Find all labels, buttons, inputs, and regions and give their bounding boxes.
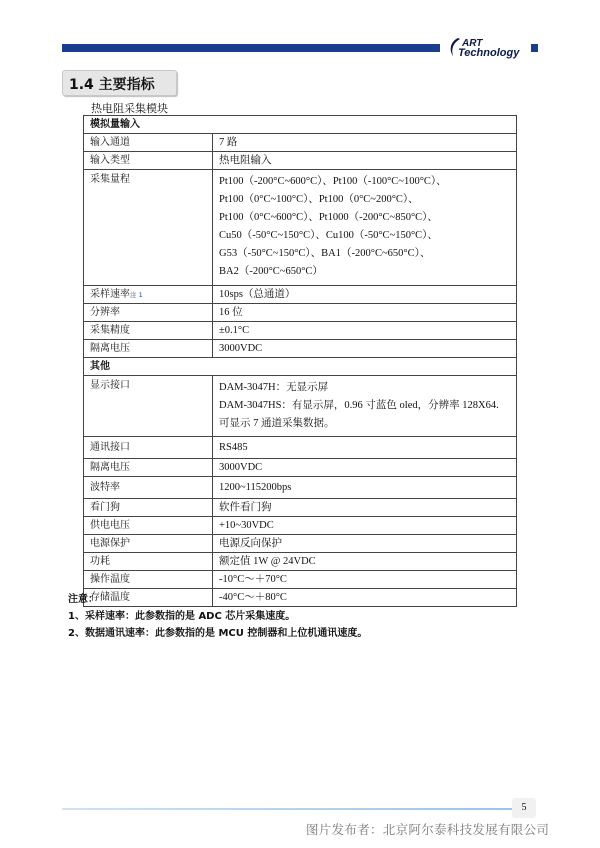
row-value: 3000VDC: [213, 459, 517, 477]
table-row: [84, 134, 517, 152]
row-label: 隔离电压: [84, 340, 213, 358]
row-label: 存储温度: [84, 589, 213, 607]
table-row: [84, 499, 517, 517]
range-line: Cu50（-50°C~150°C）、Cu100（-50°C~150°C）、: [219, 230, 438, 241]
row-label: 采集量程: [84, 170, 213, 286]
footer-line: [62, 808, 516, 810]
other-header: 其他: [84, 358, 517, 376]
table-row: [84, 152, 517, 170]
range-values: [213, 170, 517, 286]
table-row: [84, 358, 517, 376]
row-value: 1200~115200bps: [213, 477, 517, 499]
table-row: [84, 571, 517, 589]
row-value: 10sps（总通道）: [213, 286, 517, 304]
logo-art-text: ART: [462, 38, 483, 49]
logo-square-icon: [531, 44, 538, 52]
row-label: 看门狗: [84, 499, 213, 517]
publisher-watermark: 图片发布者：北京阿尔泰科技发展有限公司: [306, 822, 550, 837]
notes-title: 注意：: [68, 594, 98, 605]
header-bar: [62, 44, 440, 52]
row-label: 采集精度: [84, 322, 213, 340]
table-row: [84, 116, 517, 134]
table-row: [84, 437, 517, 459]
table-row: [84, 304, 517, 322]
page-number: 5: [512, 798, 536, 818]
row-label: 电源保护: [84, 535, 213, 553]
company-logo: [448, 36, 538, 60]
table-row: [84, 459, 517, 477]
row-label: 输入类型: [84, 152, 213, 170]
row-label: 功耗: [84, 553, 213, 571]
row-value: -10°C～＋70°C: [213, 571, 517, 589]
table-row: [84, 322, 517, 340]
row-label: 操作温度: [84, 571, 213, 589]
range-line: Pt100（0°C~600°C）、Pt1000（-200°C~850°C）、: [219, 212, 438, 223]
table-row: [84, 170, 517, 286]
row-label: 通讯接口: [84, 437, 213, 459]
range-line: Pt100（0°C~100°C）、Pt100（0°C~200°C）、: [219, 194, 419, 205]
logo-technology-text: Technology: [458, 47, 520, 59]
range-line: Pt100（-200°C~600°C）、Pt100（-100°C~100°C）、: [219, 176, 447, 187]
table-row: [84, 553, 517, 571]
section-title-box: [62, 70, 177, 96]
row-value: 7 路: [213, 134, 517, 152]
row-label: 供电电压: [84, 517, 213, 535]
section-title: 1.4 主要指标: [69, 77, 155, 93]
module-subtitle: 热电阻采集模块: [91, 102, 168, 115]
row-label: 波特率: [84, 477, 213, 499]
range-line: G53（-50°C~150°C）、BA1（-200°C~650°C）、: [219, 248, 431, 259]
note-reference: 注 1: [130, 290, 143, 299]
row-value: 额定值 1W @ 24VDC: [213, 553, 517, 571]
row-value: +10~30VDC: [213, 517, 517, 535]
analog-input-header: 模拟量输入: [84, 116, 517, 134]
table-row: [84, 517, 517, 535]
row-value: -40°C～＋80°C: [213, 589, 517, 607]
sample-rate-label: 采样速率: [90, 288, 130, 300]
row-label: 隔离电压: [84, 459, 213, 477]
spec-table: [83, 115, 517, 607]
row-label: [84, 286, 213, 304]
table-row: [84, 477, 517, 499]
row-value: RS485: [213, 437, 517, 459]
row-value: 软件看门狗: [213, 499, 517, 517]
row-label: 输入通道: [84, 134, 213, 152]
row-value: 电源反向保护: [213, 535, 517, 553]
display-values: [213, 376, 517, 437]
range-line: BA2（-200°C~650°C）: [219, 266, 323, 277]
table-row: [84, 535, 517, 553]
table-row: [84, 376, 517, 437]
row-label: 分辨率: [84, 304, 213, 322]
table-row: [84, 340, 517, 358]
row-value: 3000VDC: [213, 340, 517, 358]
display-line: DAM-3047H：无显示屏: [219, 382, 329, 393]
row-value: 热电阻输入: [213, 152, 517, 170]
table-row: [84, 286, 517, 304]
display-line: DAM-3047HS：有显示屏，0.96 寸蓝色 oled，分辨率 128X64.: [219, 400, 499, 411]
display-line: 可显示 7 通道采集数据。: [219, 418, 335, 429]
row-value: ±0.1°C: [213, 322, 517, 340]
row-label: 显示接口: [84, 376, 213, 437]
notes-block: [68, 592, 367, 643]
row-value: 16 位: [213, 304, 517, 322]
note-item: 1、采样速率：此参数指的是 ADC 芯片采集速度。: [68, 611, 296, 622]
note-item: 2、数据通讯速率：此参数指的是 MCU 控制器和上位机通讯速度。: [68, 628, 368, 639]
